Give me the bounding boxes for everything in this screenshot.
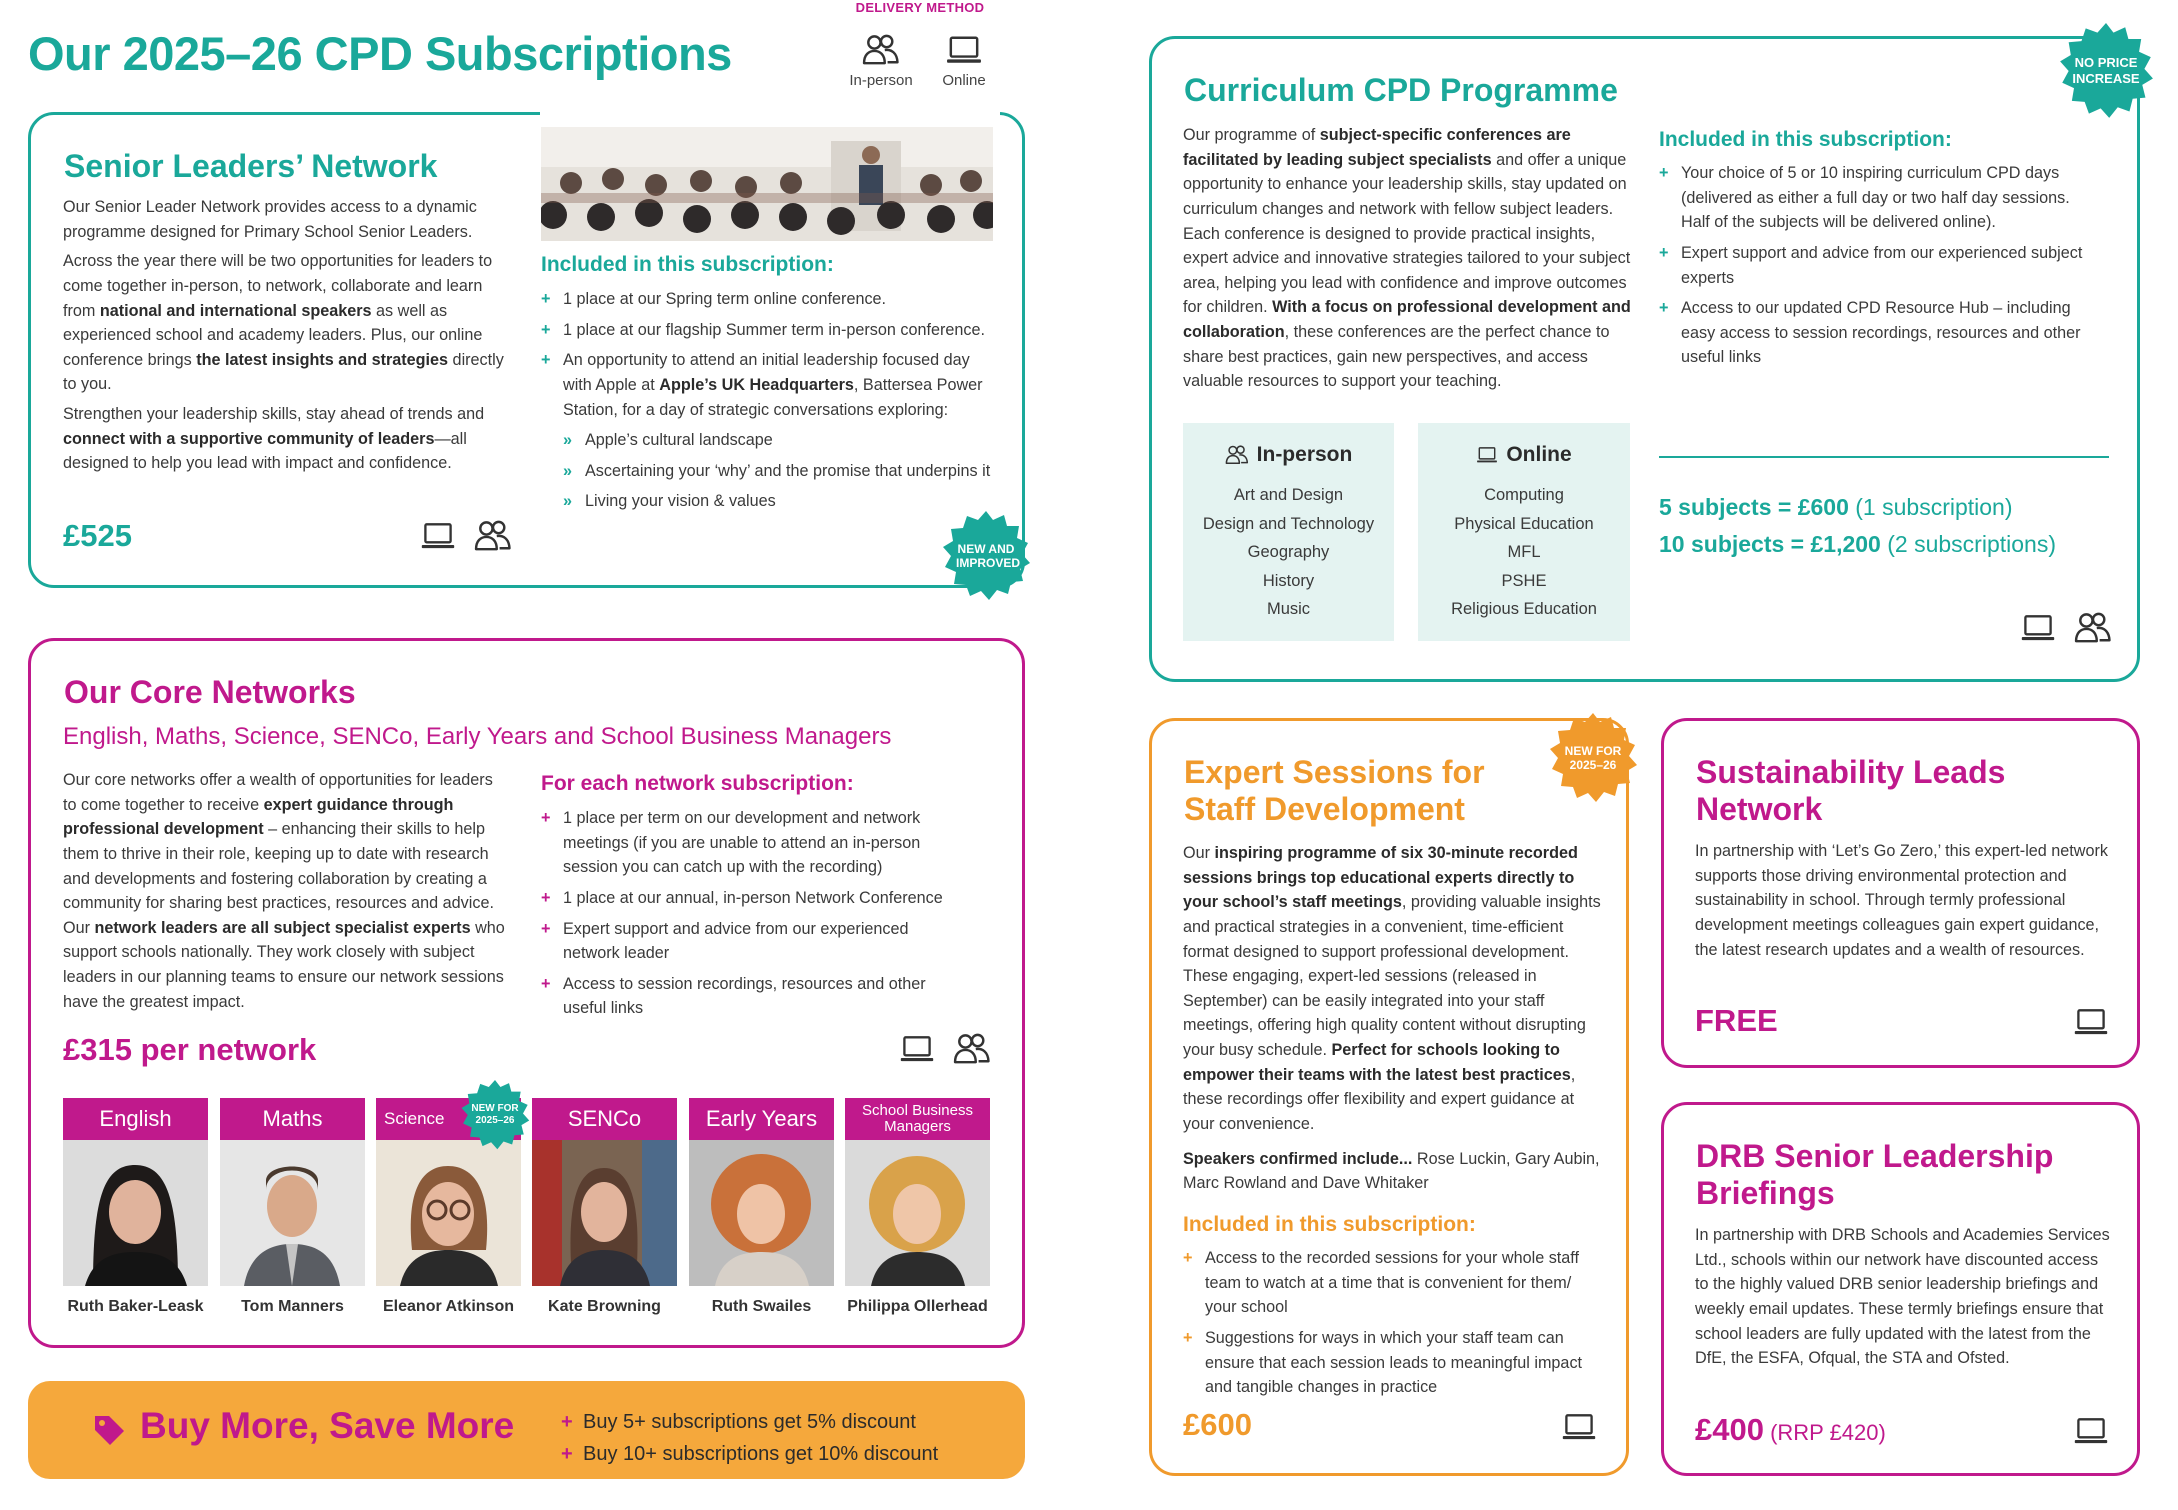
portrait-photo	[689, 1140, 834, 1286]
legend-online-label: Online	[942, 72, 986, 89]
network-tag: School Business Managers	[845, 1098, 990, 1140]
curriculum-description: Our programme of subject-specific conferences are facilitated by leading subject specialists and offer a unique opportunity to enhance your leadership skills, stay updated on curriculum changes and network with fellow subject leaders. Each conference is designed to provide practical insights, expert advice and innovative strategies tailored to your subject area, helping you lead with confidence and improve outcomes for children. With a focus on professional development and collaboration, these conferences are the perfect chance to share best practices, gain new perspectives, and access valuable resources to support your teaching.	[1183, 126, 1631, 391]
expert-description: Our inspiring programme of six 30-minute recorded sessions brings top educational experts directly to your school’s staff meetings, providing valuable insights and practical strategies in a convenient, time-efficient format designed to support professional development. These engaging, expert-led sessions (released in September) can be easily integrated into your staff meetings, offering high quality content without disrupting your busy schedule. Perfect for schools looking to empower their teams with the latest best practices, these recordings offer flexibility and expert guidance at your convenience. Speakers confirmed include... Rose Luckin, Gary Aubin, Marc Rowland and Dave Whitaker	[1183, 841, 1603, 1201]
list-item: + Access to our updated CPD Resource Hub – including easy access to session recordings, resources and other useful links	[1659, 296, 2099, 370]
portrait-photo	[63, 1140, 208, 1286]
list-item: + Buy 5+ subscriptions get 5% discount	[561, 1407, 1001, 1437]
laptop-icon	[420, 520, 456, 552]
laptop-icon	[2020, 612, 2056, 644]
core-included-list	[541, 806, 951, 1027]
price-tag-icon	[92, 1413, 126, 1447]
people-icon	[862, 34, 900, 66]
sustainability-title: Sustainability Leads Network	[1696, 754, 2006, 828]
subject-item: MFL	[1507, 543, 1541, 561]
network-leader-name: Tom Manners	[241, 1298, 344, 1315]
core-subtitle: English, Maths, Science, SENCo, Early Years and School Business Managers	[63, 723, 892, 750]
new-for-2025-badge	[1548, 713, 1638, 803]
network-tag: Early Years	[689, 1098, 834, 1140]
subject-item: Design and Technology	[1202, 514, 1375, 533]
laptop-icon	[1561, 1411, 1597, 1443]
page-title: Our 2025–26 CPD Subscriptions	[28, 27, 732, 80]
network-school-business-managers	[845, 1098, 990, 1316]
senior-p2: Across the year there will be two opportunities for leaders to come together in-person, to network, collaborate and learn from national and international speakers as well as experienced school and academy leaders. Plus, our online conference brings the latest insights and strategies directly to you.	[63, 252, 504, 394]
list-item: + Access to session recordings, resources and other useful links	[541, 972, 951, 1021]
core-title: Our Core Networks	[64, 674, 356, 710]
card-border-gap	[540, 108, 1000, 118]
network-leader-name: Ruth Baker-Leask	[67, 1298, 204, 1315]
buy-more-title: Buy More, Save More	[140, 1405, 515, 1446]
subject-item: PSHE	[1501, 571, 1547, 590]
list-item: + Buy 10+ subscriptions get 10% discount	[561, 1439, 1001, 1469]
core-price: £315 per network	[63, 1032, 317, 1067]
senior-description	[63, 195, 506, 481]
laptop-icon	[1476, 445, 1498, 465]
curriculum-title: Curriculum CPD Programme	[1184, 72, 1618, 108]
network-early-years	[689, 1098, 834, 1316]
curriculum-included-list	[1659, 161, 2099, 376]
network-tag: Science	[376, 1098, 521, 1140]
network-tag: English	[63, 1098, 208, 1140]
legend-inperson	[836, 34, 926, 89]
expert-speakers: Speakers confirmed include... Rose Luckin, Gary Aubin, Marc Rowland and Dave Whitaker	[1183, 1149, 1600, 1193]
list-item: + 1 place at our Spring term online conference.	[541, 287, 993, 312]
network-senco	[532, 1098, 677, 1316]
expert-included-list	[1183, 1246, 1603, 1406]
badge-text: NEW FOR 2025–26	[471, 1103, 519, 1126]
online-subjects-box	[1418, 423, 1630, 641]
list-item: » Living your vision & values	[563, 489, 993, 514]
senior-p3: Strengthen your leadership skills, stay ahead of trends and connect with a supportive community of leaders—all designed to help you lead with impact and confidence.	[63, 405, 485, 473]
badge-text: NEW AND IMPROVED	[956, 541, 1021, 570]
badge-text: NEW FOR 2025–26	[1564, 743, 1622, 772]
network-tag: SENCo	[532, 1098, 677, 1140]
curriculum-delivery-icons	[2020, 612, 2112, 644]
divider	[1659, 456, 2109, 458]
senior-delivery-icons	[420, 520, 512, 552]
expert-title: Expert Sessions for Staff Development	[1184, 754, 1485, 828]
drb-price: £400	[1695, 1412, 1764, 1447]
list-item: + Expert support and advice from our experienced subject experts	[1659, 241, 2099, 290]
inperson-heading: In-person	[1183, 443, 1394, 467]
expert-price: £600	[1183, 1407, 1252, 1442]
senior-title: Senior Leaders’ Network	[64, 148, 438, 184]
drb-title: DRB Senior Leadership Briefings	[1696, 1138, 2054, 1212]
laptop-icon	[2073, 1415, 2109, 1447]
core-description: Our core networks offer a wealth of opportunities for leaders to come together to receive expert guidance through professional development – enhancing their skills to help them to thrive in their role, keeping up to date with research and developments and fostering collaboration by creating a community for sharing best practices, resources and advice. Our network leaders are all subject specialist experts who support schools nationally. They work closely with subject leaders in our planning teams to ensure our network sessions have the greatest impact.	[63, 771, 505, 1011]
subject-item: Art and Design	[1233, 486, 1344, 504]
badge-text: NO PRICE INCREASE	[2072, 55, 2140, 86]
expert-included-title: Included in this subscription:	[1183, 1213, 1476, 1236]
list-item: + Expert support and advice from our experienced network leader	[541, 917, 951, 966]
subject-item: Computing	[1484, 486, 1564, 504]
people-icon	[1225, 445, 1249, 465]
legend-online	[919, 34, 1009, 89]
senior-price: £525	[63, 518, 132, 553]
network-leader-name: Kate Browning	[548, 1298, 661, 1315]
laptop-icon	[899, 1033, 935, 1065]
portrait-photo	[220, 1140, 365, 1286]
senior-p1: Our Senior Leader Network provides access to a dynamic programme designed for Primary School Senior Leaders.	[63, 198, 477, 241]
buy-more-list	[561, 1407, 1001, 1476]
network-leader-name: Eleanor Atkinson	[383, 1298, 514, 1315]
network-maths	[220, 1098, 365, 1316]
list-item: » Ascertaining your ‘why’ and the promise that underpins it	[563, 459, 993, 484]
delivery-method-label: DELIVERY METHOD	[855, 0, 985, 15]
drb-description: In partnership with DRB Schools and Academies Services Ltd., schools within our network have discounted access to the highly valued DRB senior leadership briefings and weekly email updates. These termly briefings ensure that school leaders are fully updated with the latest from the DfE, the ESFA, Ofqual, the STA and Ofsted.	[1695, 1226, 2110, 1368]
subject-item: Music	[1266, 600, 1311, 618]
curriculum-price-10: 10 subjects = £1,200 (2 subscriptions)	[1659, 531, 2056, 557]
science-new-badge	[460, 1080, 530, 1150]
people-icon	[474, 520, 512, 552]
senior-included-list	[541, 287, 993, 520]
list-item: + Access to the recorded sessions for your whole staff team to watch at a time that is convenient for them/ your school	[1183, 1246, 1603, 1320]
legend-inperson-label: In-person	[849, 72, 913, 89]
senior-included-title: Included in this subscription:	[541, 253, 834, 276]
inperson-subjects-box	[1183, 423, 1394, 641]
sustainability-description: In partnership with ‘Let’s Go Zero,’ this expert-led network supports those driving environmental protection and sustainability in school. Through termly professional development meetings colleagues gain expert guidance, the latest research updates and a wealth of resources.	[1695, 842, 2108, 959]
network-leader-name: Philippa Ollerhead	[847, 1298, 988, 1315]
apple-day-topics	[563, 428, 993, 514]
core-each-title: For each network subscription:	[541, 772, 854, 795]
portrait-photo	[845, 1140, 990, 1286]
list-item: + Your choice of 5 or 10 inspiring curriculum CPD days (delivered as either a full day or two half day sessions. Half of the subjects will be delivered online).	[1659, 161, 2099, 235]
curriculum-price-5: 5 subjects = £600 (1 subscription)	[1659, 494, 2013, 520]
list-item: + 1 place per term on our development and network meetings (if you are unable to attend an in-person session you can catch up with the recording)	[541, 806, 951, 880]
sustainability-price: FREE	[1695, 1003, 1778, 1038]
laptop-icon	[2073, 1006, 2109, 1038]
subject-item: Physical Education	[1454, 514, 1594, 533]
subject-item: History	[1262, 571, 1315, 590]
drb-rrp: (RRP £420)	[1763, 1420, 1886, 1445]
conference-photo	[541, 127, 993, 241]
list-item: + 1 place at our flagship Summer term in-person conference.	[541, 318, 993, 343]
core-delivery-icons	[899, 1033, 991, 1065]
new-and-improved-badge	[941, 511, 1031, 601]
people-icon	[953, 1033, 991, 1065]
curriculum-included-title: Included in this subscription:	[1659, 128, 1952, 151]
subject-item: Geography	[1247, 543, 1330, 561]
list-item: + An opportunity to attend an initial leadership focused day with Apple at Apple’s UK Headquarters, Battersea Power Station, for a day of strategic conversations exploring: » Apple’s cultural landscape » Ascertaining your ‘why’ and the promise that underpins it » Living your vision & values	[541, 348, 993, 514]
list-item: + 1 place at our annual, in-person Network Conference	[541, 886, 951, 911]
portrait-photo	[532, 1140, 677, 1286]
network-tag: Maths	[220, 1098, 365, 1140]
subject-item: Religious Education	[1451, 600, 1597, 618]
list-item: + Suggestions for ways in which your staff team can ensure that each session leads to meaningful impact and tangible changes in practice	[1183, 1326, 1603, 1400]
people-icon	[2074, 612, 2112, 644]
no-price-increase-badge	[2058, 23, 2154, 119]
drb-price-row	[1695, 1412, 1886, 1448]
network-english	[63, 1098, 208, 1316]
portrait-photo	[376, 1140, 521, 1286]
network-leader-name: Ruth Swailes	[711, 1298, 812, 1315]
online-heading: Online	[1418, 443, 1630, 467]
list-item: » Apple’s cultural landscape	[563, 428, 993, 453]
laptop-icon	[945, 34, 983, 66]
